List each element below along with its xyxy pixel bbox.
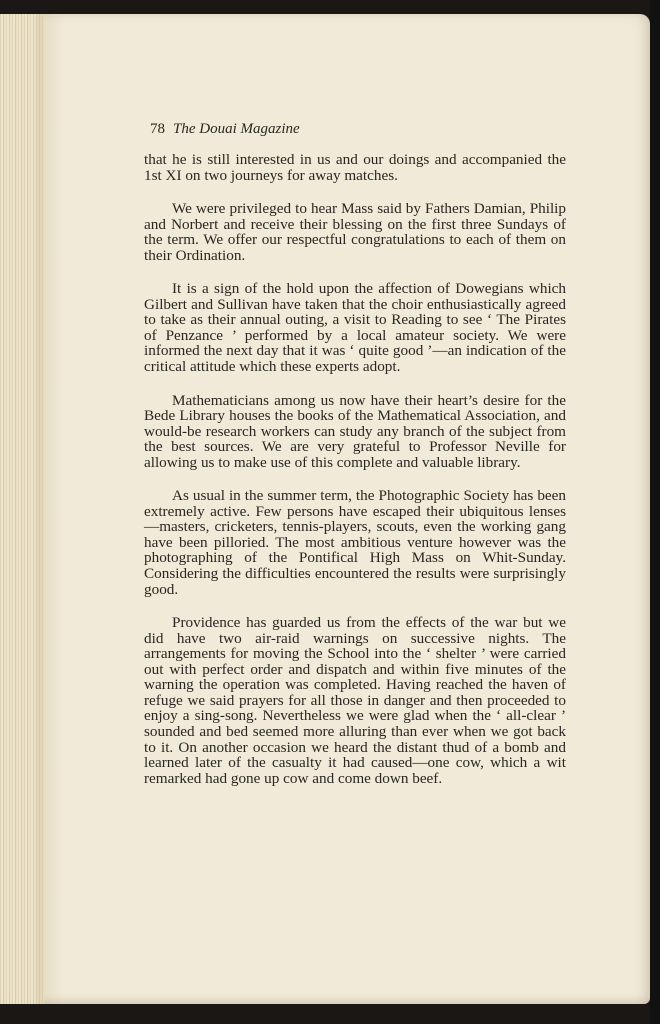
scan-border-right <box>650 0 660 1024</box>
article-body <box>144 152 566 804</box>
paragraph-mass: We were privileged to hear Mass said by Fathers Damian, Philip and Norbert and receive their blessing on the first three Sundays of the term. We offer our respectful congratulations to each of them on their Ordination. <box>144 200 566 264</box>
running-head <box>150 121 300 138</box>
paragraph-gilbert-sullivan: It is a sign of the hold upon the affection of Dowegians which Gilbert and Sullivan have taken that the choir enthusiastically agreed to take as their annual outing, a visit to Reading to see ‘ The Pirates of Penzance ’ performed by a local amateur society. We were informed the next day that it was ‘ quite good ’—an indication of the critical attitude which these experts adopt. <box>144 280 566 376</box>
magazine-title: The Douai Magazine <box>173 121 300 137</box>
paragraph-mathematicians: Mathematicians among us now have their heart’s desire for the Bede Library houses the books of the Mathematical Association, and would-be research workers can study any branch of the subject from the best sources. We are very grateful to Professor Neville for allowing us to make use of this complete and valuable library. <box>144 391 566 471</box>
paragraph-air-raid: Providence has guarded us from the effects of the war but we did have two air-raid warnings on successive nights. The arrangements for moving the School into the ‘ shelter ’ were carried out with perfect order and dispatch and within five minutes of the warning the operation was completed. Having reached the haven of refuge we said prayers for all those in danger and then proceeded to enjoy a sing-song. Nevertheless we were glad when the ‘ all-clear ’ sounded and bed seemed more alluring than ever when we got back to it. On another occasion we heard the distant thud of a bomb and learned later of the casualty it had caused—one cow, which a wit remarked had gone up cow and come down beef. <box>144 614 566 787</box>
paragraph-continued: that he is still interested in us and our doings and accompanied the 1st XI on two journeys for away matches. <box>144 151 566 184</box>
paragraph-photographic-society: As usual in the summer term, the Photographic Society has been extremely active. Few persons have escaped their ubiquitous lenses—masters, cricketers, tennis-players, scouts, even the working gang have been pilloried. The most ambitious venture however was the photographing of the Pontifical High Mass on Whit-Sunday. Considering the difficulties encountered the results were surprisingly good. <box>144 487 566 598</box>
page-number: 78 <box>150 121 165 137</box>
gutter-shadow <box>36 14 64 1004</box>
